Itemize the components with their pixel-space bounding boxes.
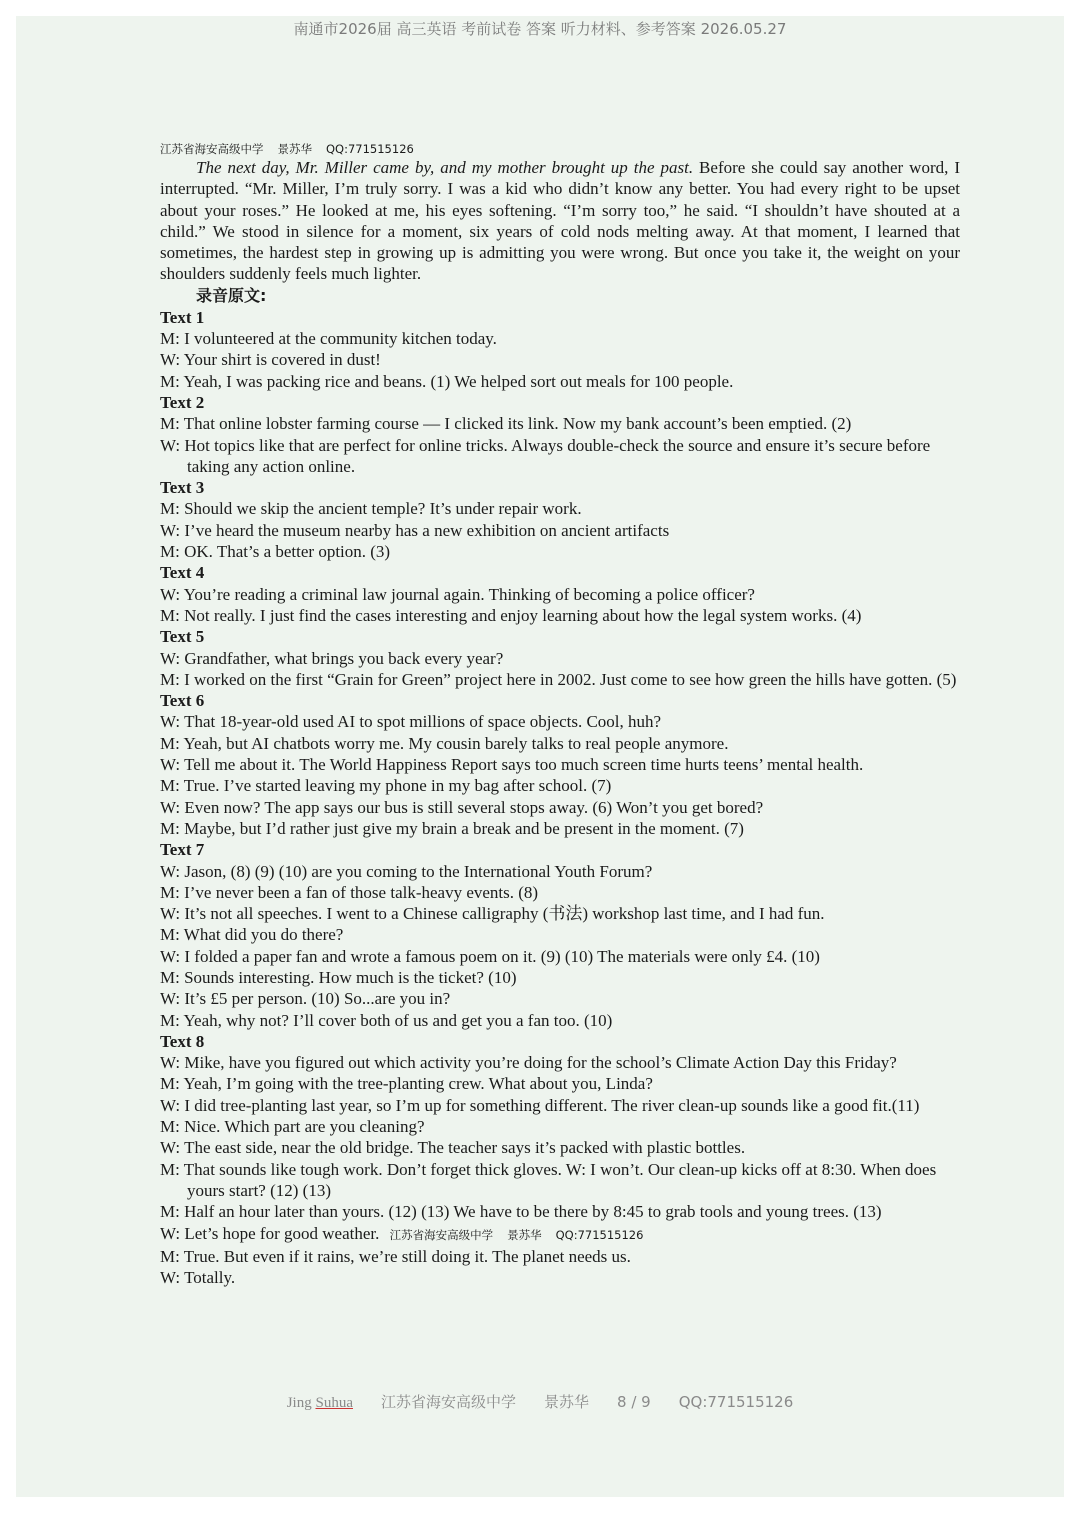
- page-footer: [16, 1391, 1064, 1412]
- dialogue-line: M: What did you do there?: [160, 925, 344, 945]
- dialogue-line: M: I worked on the first “Grain for Green” project here in 2002. Just come to see how green the hills have gotten. (5): [160, 669, 957, 689]
- document-header: 南通市2026届 高三英语 考前试卷 答案 听力材料、参考答案 2026.05.27: [293, 20, 787, 38]
- story-text: Before she could say another word, I interrupted. “Mr. Miller, I’m truly sorry. I was a kid who didn’t know any better. You had every right to be upset about your roses.” He looked at me, his eyes softening. “I’m sorry too,” he said. “I shouldn’t have shouted at a child.” We stood in silence for a moment, six years of cold nods melting away. At that moment, I learned that sometimes, the hardest step in growing up is admitting you were wrong. But once you take it, the weight on your shoulders suddenly feels much lighter.: [160, 158, 960, 284]
- footer-name: Jing Suhua: [286, 1395, 353, 1411]
- page-number: 8 / 9: [617, 1393, 651, 1411]
- dialogue-text: W: Let’s hope for good weather.: [160, 1223, 380, 1243]
- dialogue-line: W: That 18-year-old used AI to spot millions of space objects. Cool, huh?: [160, 712, 662, 732]
- dialogue-line: M: Yeah, I’m going with the tree-planting crew. What about you, Linda?: [160, 1074, 653, 1094]
- dialogue-line: W: Totally.: [160, 1268, 236, 1288]
- text-label: Text 2: [160, 392, 205, 412]
- dialogue-line: M: Not really. I just find the cases interesting and enjoy learning about how the legal system works. (4): [160, 605, 862, 625]
- dialogue-line: M: Yeah, why not? I’ll cover both of us and get you a fan too. (10): [160, 1010, 613, 1030]
- dialogue-line: W: It’s £5 per person. (10) So...are you in?: [160, 989, 451, 1009]
- footer-qq: QQ:771515126: [678, 1393, 794, 1411]
- dialogue-line: W: Hot topics like that are perfect for online tricks. Always double-check the source and ensure it’s secure before taking any action online.: [160, 435, 931, 476]
- dialogue-line: M: Sounds interesting. How much is the ticket? (10): [160, 967, 517, 987]
- dialogue-line: W: I did tree-planting last year, so I’m up for something different. The river clean-up sounds like a good fit.(11): [160, 1095, 920, 1115]
- text-label: Text 6: [160, 691, 205, 711]
- dialogue-line: M: That sounds like tough work. Don’t forget thick gloves. W: I won’t. Our clean-up kicks off at 8:30. When does yours start? (12) (13): [160, 1159, 937, 1200]
- footer-author: 景苏华: [544, 1393, 590, 1411]
- text-label: Text 8: [160, 1031, 205, 1051]
- dialogue-line: M: Yeah, I was packing rice and beans. (1) We helped sort out meals for 100 people.: [160, 371, 734, 391]
- dialogue-line: M: Yeah, but AI chatbots worry me. My cousin barely talks to real people anymore.: [160, 733, 729, 753]
- dialogue-line: W: Jason, (8) (9) (10) are you coming to the International Youth Forum?: [160, 861, 653, 881]
- text-label: Text 4: [160, 563, 205, 583]
- dialogue-line: M: I volunteered at the community kitchen today.: [160, 329, 497, 349]
- document-body: [160, 141, 960, 1288]
- dialogue-line: M: True. I’ve started leaving my phone in my bag after school. (7): [160, 776, 612, 796]
- school-name: 江苏省海安高级中学: [389, 1227, 494, 1242]
- dialogue-line: M: True. But even if it rains, we’re still doing it. The planet needs us.: [160, 1246, 631, 1266]
- dialogue-line: W: I’ve heard the museum nearby has a new exhibition on ancient artifacts: [160, 520, 670, 540]
- footer-school: 江苏省海安高级中学: [380, 1393, 516, 1411]
- story-paragraph: [160, 157, 960, 285]
- dialogue-line: M: I’ve never been a fan of those talk-heavy events. (8): [160, 882, 539, 902]
- dialogue-line: W: I folded a paper fan and wrote a famous poem on it. (9) (10) The materials were only £4. (10): [160, 946, 820, 966]
- school-name: 江苏省海安高级中学: [160, 142, 264, 156]
- dialogue-line: M: OK. That’s a better option. (3): [160, 542, 391, 562]
- dialogue-line: W: Even now? The app says our bus is still several stops away. (6) Won’t you get bored?: [160, 797, 764, 817]
- qq-number: QQ:771515126: [326, 142, 414, 156]
- dialogue-line: M: That online lobster farming course — I clicked its link. Now my bank account’s been emptied. (2): [160, 414, 852, 434]
- text-label: Text 3: [160, 478, 205, 498]
- dialogue-line: W: You’re reading a criminal law journal again. Thinking of becoming a police officer?: [160, 584, 755, 604]
- author-name: 景苏华: [507, 1227, 542, 1242]
- story-italic-opening: The next day, Mr. Miller came by, and my mother brought up the past.: [196, 158, 694, 177]
- text-label: Text 1: [160, 307, 205, 327]
- dialogue-line: M: Should we skip the ancient temple? It’s under repair work.: [160, 499, 582, 519]
- qq-number: QQ:771515126: [555, 1227, 644, 1242]
- dialogue-line: M: Nice. Which part are you cleaning?: [160, 1117, 425, 1137]
- dialogue-line: [160, 1223, 960, 1246]
- dialogue-line: W: It’s not all speeches. I went to a Chinese calligraphy (书法) workshop last time, and I had fun.: [160, 904, 825, 924]
- dialogue-line: M: Half an hour later than yours. (12) (13) We have to be there by 8:45 to grab tools and young trees. (13): [160, 1202, 882, 1222]
- transcript: [160, 307, 960, 1223]
- text-label: Text 7: [160, 840, 205, 860]
- author-name: 景苏华: [277, 142, 312, 156]
- text-label: Text 5: [160, 627, 205, 647]
- dialogue-line: W: Your shirt is covered in dust!: [160, 350, 381, 370]
- dialogue-line: W: Grandfather, what brings you back every year?: [160, 648, 504, 668]
- inline-school-info: [384, 1228, 652, 1242]
- dialogue-line: W: Mike, have you figured out which activity you’re doing for the school’s Climate Action Day this Friday?: [160, 1053, 897, 1073]
- dialogue-line: M: Maybe, but I’d rather just give my brain a break and be present in the moment. (7): [160, 818, 744, 838]
- section-title: 录音原文:: [196, 285, 267, 305]
- document-page: [16, 16, 1064, 1497]
- school-info-line: [160, 141, 960, 157]
- dialogue-line: W: The east side, near the old bridge. The teacher says it’s packed with plastic bottles.: [160, 1138, 746, 1158]
- dialogue-line: W: Tell me about it. The World Happiness Report says too much screen time hurts teens’ mental health.: [160, 755, 864, 775]
